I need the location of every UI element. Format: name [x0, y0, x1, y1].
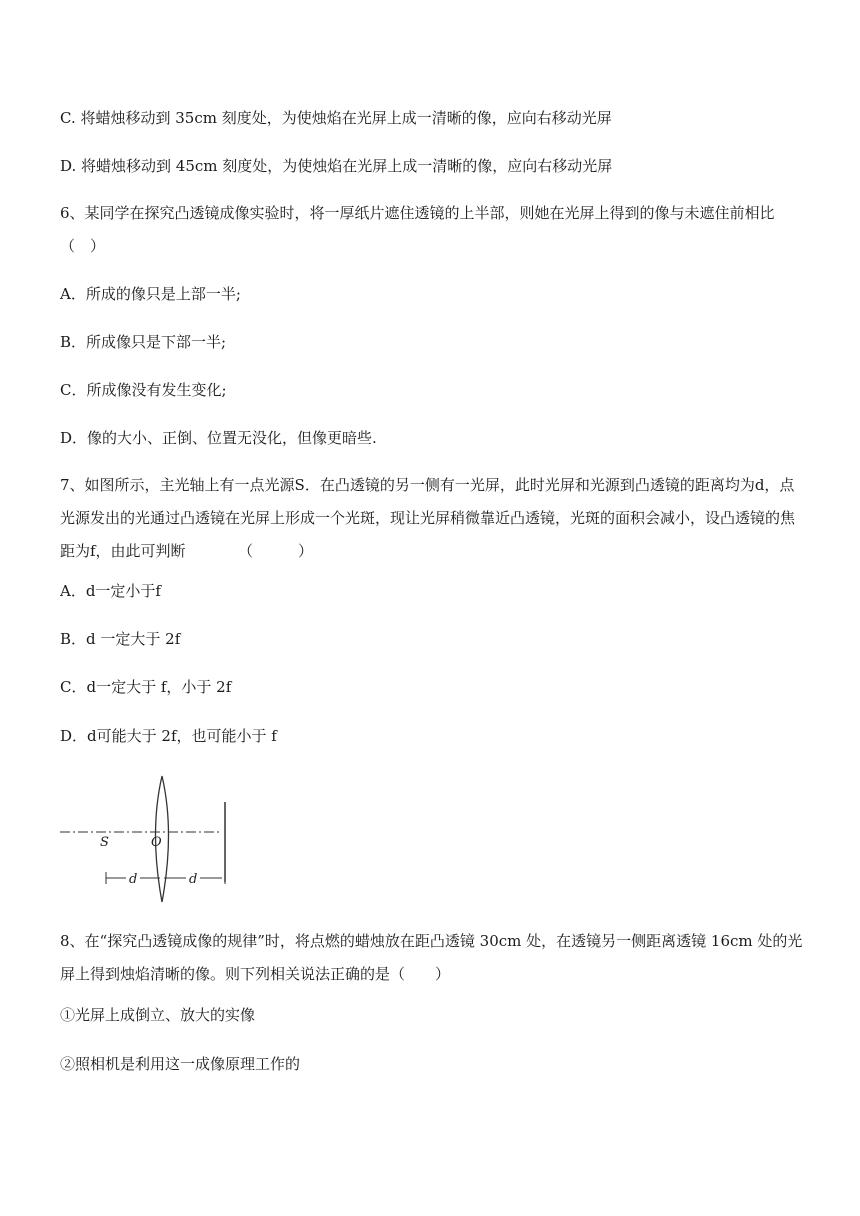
label-o: O — [151, 835, 162, 850]
question-6-option-c: C．所成像没有发生变化; — [60, 381, 227, 399]
lens-diagram — [60, 770, 240, 904]
question-8-item-1: ①光屏上成倒立、放大的实像 — [60, 1006, 256, 1024]
question-8-stem: 8、在“探究凸透镜成像的规律”时，将点燃的蜡烛放在距凸透镜 30cm 处，在透镜另一侧距离透镜 16cm 处的光屏上得到烛焰清晰的像。则下列相关说法正确的是（ ） — [60, 932, 803, 983]
label-d-left: d — [129, 872, 138, 887]
question-7-option-b: B．d 一定大于 2f — [60, 630, 181, 648]
question-7-option-c: C．d一定大于 f，小于 2f — [60, 678, 232, 696]
label-s: S — [100, 835, 109, 850]
question-8-item-2: ②照相机是利用这一成像原理工作的 — [60, 1055, 301, 1073]
label-d-right: d — [189, 872, 198, 887]
option-c-prev: C. 将蜡烛移动到 35cm 刻度处，为使烛焰在光屏上成一清晰的像，应向右移动光屏 — [60, 109, 612, 127]
question-7-stem: 7、如图所示，主光轴上有一点光源S．在凸透镜的另一侧有一光屏，此时光屏和光源到凸透镜的距离均为d，点光源发出的光通过凸透镜在光屏上形成一个光斑，现让光屏稍微靠近凸透镜，光斑的面积会减小，设凸透镜的焦距为f，由此可判断 （ ） — [60, 476, 796, 560]
question-6-option-a: A．所成的像只是上部一半; — [60, 285, 241, 303]
question-6-option-b: B．所成像只是下部一半; — [60, 333, 227, 351]
question-6-option-d: D．像的大小、正倒、位置无没化，但像更暗些. — [60, 429, 377, 447]
question-7-option-a: A．d一定小于f — [60, 582, 161, 600]
question-7-option-d: D．d可能大于 2f，也可能小于 f — [60, 727, 277, 745]
option-d-prev: D. 将蜡烛移动到 45cm 刻度处，为使烛焰在光屏上成一清晰的像，应向右移动光屏 — [60, 157, 613, 175]
question-6-stem: 6、某同学在探究凸透镜成像实验时，将一厚纸片遮住透镜的上半部，则她在光屏上得到的像与未遮住前相比（ ） — [60, 204, 775, 255]
